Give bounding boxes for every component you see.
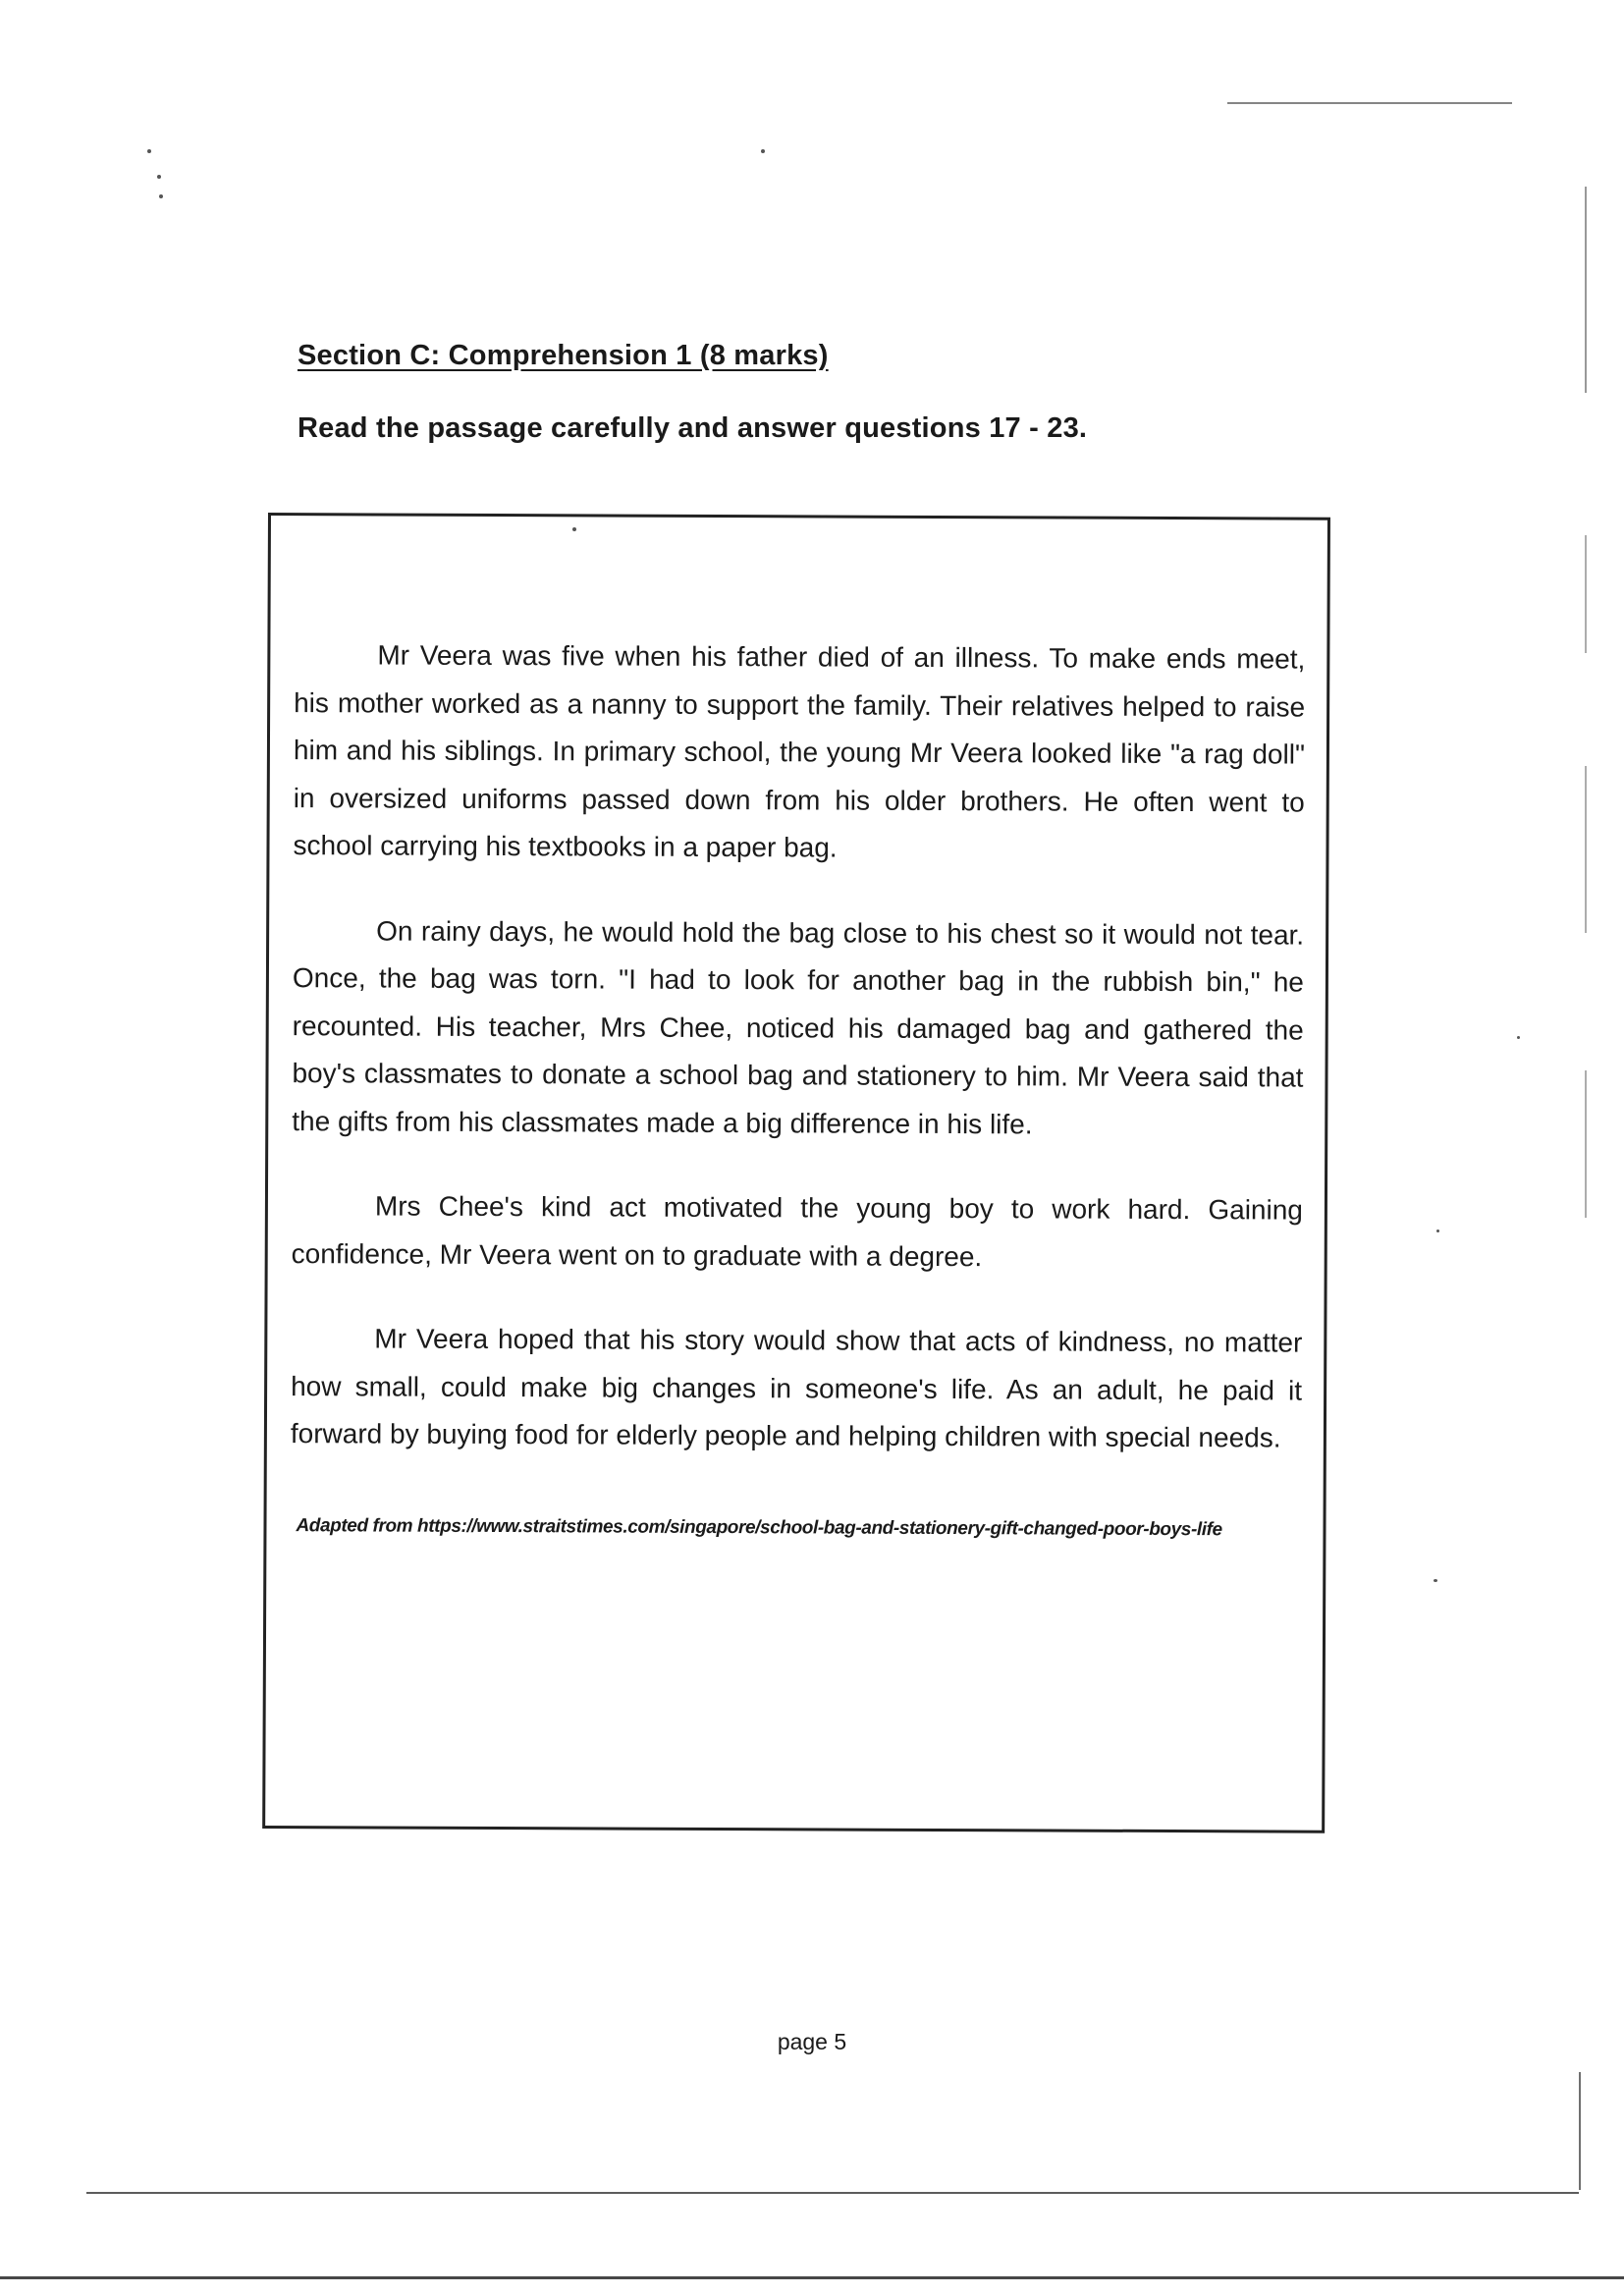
scan-speck: [147, 149, 151, 153]
passage-paragraph-3: Mrs Chee's kind act motivated the young boy to work hard. Gaining confidence, Mr Veera went on to graduate with a degree.: [291, 1190, 1303, 1272]
scan-speck: [159, 194, 163, 198]
section-heading: Section C: Comprehension 1 (8 marks): [298, 340, 829, 371]
top-scan-line: [1227, 102, 1512, 104]
scan-speck: [1434, 1579, 1437, 1582]
source-citation: Adapted from https://www.straitstimes.com/singapore/school-bag-and-stationery-gift-changed-poor-boys-life: [296, 1515, 1222, 1541]
passage-body: [291, 631, 1306, 1500]
right-margin-line: [1585, 187, 1587, 393]
scan-speck: [1436, 1230, 1439, 1232]
page-edge-line: [0, 2276, 1624, 2279]
page-number: page 5: [777, 2029, 847, 2054]
passage-box: [262, 513, 1330, 1833]
scan-speck: [157, 175, 161, 179]
right-margin-line: [1585, 766, 1587, 933]
right-margin-line: [1579, 2072, 1581, 2190]
passage-paragraph-4: Mr Veera hoped that his story would show that acts of kindness, no matter how small, could make big changes in someone's life. As an adult, he paid it forward by buying food for elderly people and helping children with special needs.: [290, 1323, 1303, 1453]
scan-speck: [761, 149, 765, 153]
scan-speck: [1517, 1036, 1520, 1039]
passage-paragraph-1: Mr Veera was five when his father died of an illness. To make ends meet, his mother worked as a nanny to support the family. Their relatives helped to raise him and his siblings. In primary school, the young Mr Veera looked like "a rag doll" in oversized uniforms passed down from his older brothers. He often went to school carrying his textbooks in a paper bag.: [293, 639, 1306, 863]
instruction-text: Read the passage carefully and answer questions 17 - 23.: [298, 412, 1088, 444]
right-margin-line: [1585, 535, 1587, 653]
scan-speck: [572, 527, 576, 531]
right-margin-line: [1585, 1070, 1587, 1218]
passage-paragraph-2: On rainy days, he would hold the bag close to his chest so it would not tear. Once, the bag was torn. "I had to look for another bag in the rubbish bin," he recounted. His teacher, Mrs Chee, noticed his damaged bag and gathered the boy's classmates to donate a school bag and stationery to him. Mr Veera said that the gifts from his classmates made a big difference in his life.: [292, 914, 1305, 1139]
bottom-scan-line: [86, 2192, 1579, 2194]
